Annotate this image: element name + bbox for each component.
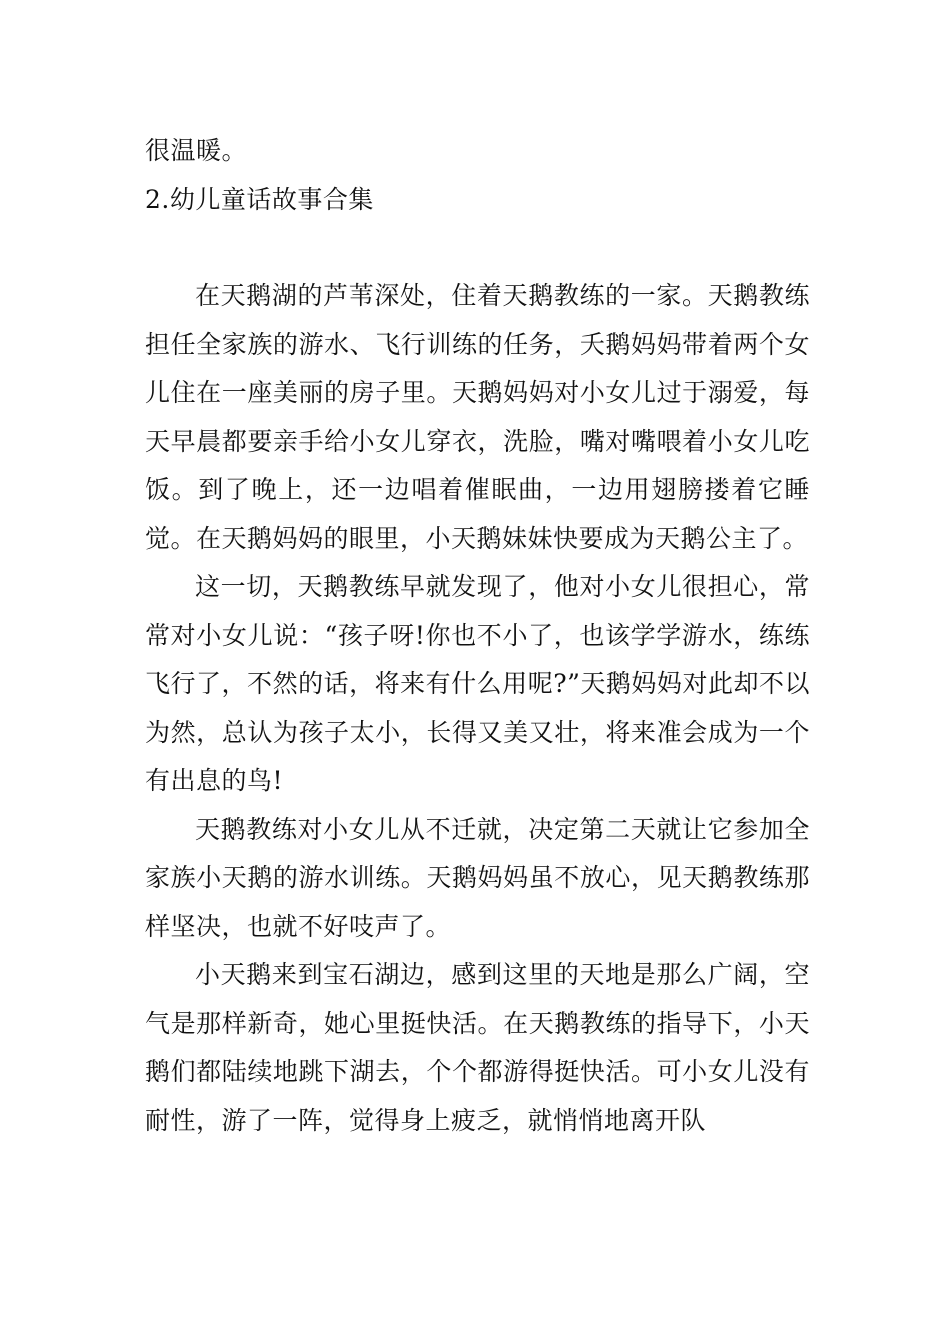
section-heading: 2.幼儿童话故事合集 [145, 184, 374, 214]
paragraph [145, 563, 810, 806]
paragraph [145, 806, 810, 952]
document-body [145, 127, 810, 1145]
paragraph-text: 天鹅教练对小女儿从不迁就，决定第二天就让它参加全家族小天鹅的游水训练。天鹅妈妈虽不放心，见天鹅教练那样坚决，也就不好吱声了。 [145, 814, 810, 941]
paragraph [145, 951, 810, 1145]
paragraph-text: 在天鹅湖的芦苇深处，住着天鹅教练的一家。天鹅教练担任全家族的游水、飞行训练的任务，夭鹅妈妈带着两个女儿住在一座美丽的房子里。天鹅妈妈对小女儿过于溺爱，每天早晨都要亲手给小女儿穿衣，洗脸，嘴对嘴喂着小女儿吃饭。到了晚上，还一边唱着催眠曲，一边用翅膀搂着它睡觉。在天鹅妈妈的眼里，小天鹅妹妹快要成为天鹅公主了。 [145, 281, 810, 553]
paragraph-text: 小天鹅来到宝石湖边，感到这里的天地是那么广阔，空气是那样新奇，她心里挺快活。在天鹅教练的指导下，小天鹅们都陆续地跳下湖去，个个都游得挺快活。可小女儿没有耐性，游了一阵，觉得身上疲乏，就悄悄地离开队 [145, 960, 810, 1135]
paragraph-text: 这一切，天鹅教练早就发现了，他对小女儿很担心，常常对小女儿说：“孩子呀!你也不小了，也该学学游水，练练飞行了，不然的话，将来有什么用呢?”天鹅妈妈对此却不以为然，总认为孩子太小，长得又美又壮，将来准会成为一个有出息的鸟! [145, 572, 810, 795]
continuation-text: 很温暖。 [145, 136, 248, 165]
paragraph [145, 272, 810, 563]
